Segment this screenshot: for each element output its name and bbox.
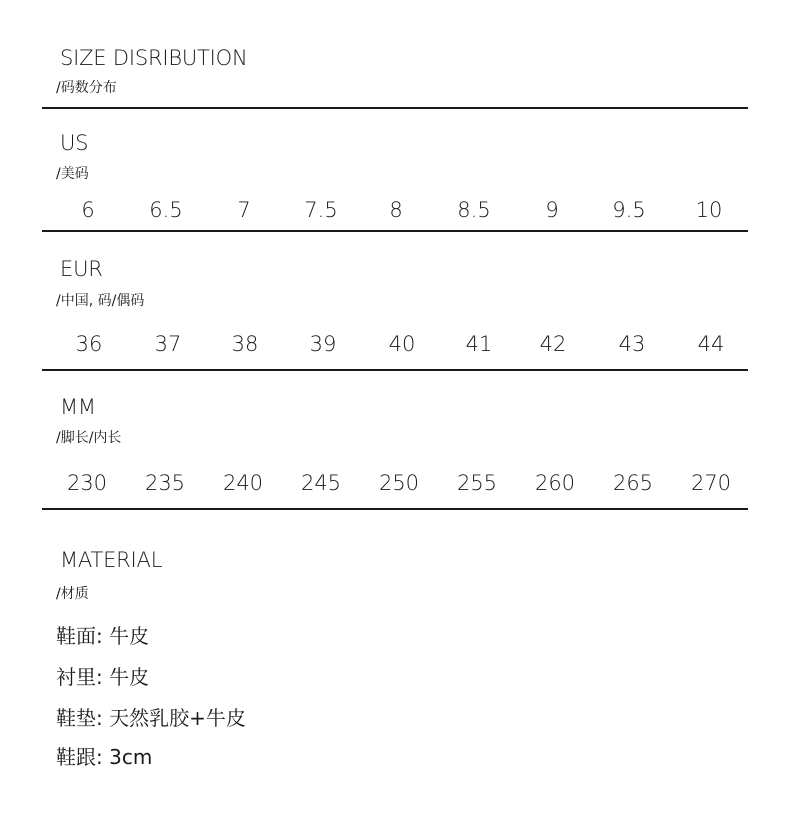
eur-section-title: EUR xyxy=(60,257,103,281)
mm-size-cell: 240 xyxy=(222,471,264,495)
us-size-cell: 8 xyxy=(389,198,403,222)
eur-section-subtitle: /中国, 码/偶码 xyxy=(56,293,145,309)
size-distribution-title: SIZE DISRIBUTION xyxy=(60,46,248,70)
mm-size-row xyxy=(49,471,749,501)
mm-size-cell: 230 xyxy=(66,471,108,495)
mm-size-cell: 235 xyxy=(144,471,186,495)
us-size-cell: 6 xyxy=(81,198,95,222)
divider-top xyxy=(42,107,748,109)
divider-eur xyxy=(42,369,748,371)
mm-size-cell: 270 xyxy=(690,471,732,495)
mm-size-cell: 265 xyxy=(612,471,654,495)
us-size-cell: 10 xyxy=(695,198,723,222)
eur-size-cell: 43 xyxy=(618,332,646,356)
eur-size-row xyxy=(49,332,749,362)
mm-size-cell: 255 xyxy=(456,471,498,495)
material-insole-line: 鞋垫: 天然乳胶+牛皮 xyxy=(56,706,246,730)
eur-size-cell: 36 xyxy=(75,332,103,356)
mm-size-cell: 260 xyxy=(534,471,576,495)
us-size-cell: 9 xyxy=(545,198,559,222)
size-distribution-subtitle: /码数分布 xyxy=(56,80,117,96)
us-size-cell: 6.5 xyxy=(149,198,183,222)
us-section-subtitle: /美码 xyxy=(56,166,89,182)
eur-size-cell: 41 xyxy=(465,332,493,356)
us-size-cell: 9.5 xyxy=(612,198,646,222)
divider-mm xyxy=(42,508,748,510)
divider-us xyxy=(42,230,748,232)
material-section-title: MATERIAL xyxy=(60,548,163,572)
eur-size-cell: 39 xyxy=(309,332,337,356)
eur-size-cell: 37 xyxy=(154,332,182,356)
material-section-subtitle: /材质 xyxy=(56,586,89,602)
mm-size-cell: 245 xyxy=(300,471,342,495)
us-size-cell: 8.5 xyxy=(457,198,491,222)
mm-section-title: MM xyxy=(60,395,96,419)
us-size-row xyxy=(49,198,749,228)
eur-size-cell: 44 xyxy=(697,332,725,356)
us-size-cell: 7 xyxy=(237,198,251,222)
mm-section-subtitle: /脚长/内长 xyxy=(56,430,122,446)
eur-size-cell: 38 xyxy=(231,332,259,356)
us-section-title: US xyxy=(60,131,89,155)
eur-size-cell: 42 xyxy=(539,332,567,356)
eur-size-cell: 40 xyxy=(388,332,416,356)
mm-size-cell: 250 xyxy=(378,471,420,495)
material-upper-line: 鞋面: 牛皮 xyxy=(56,624,150,648)
us-size-cell: 7.5 xyxy=(304,198,338,222)
material-heel-line: 鞋跟: 3cm xyxy=(56,745,153,769)
material-lining-line: 衬里: 牛皮 xyxy=(56,665,150,689)
